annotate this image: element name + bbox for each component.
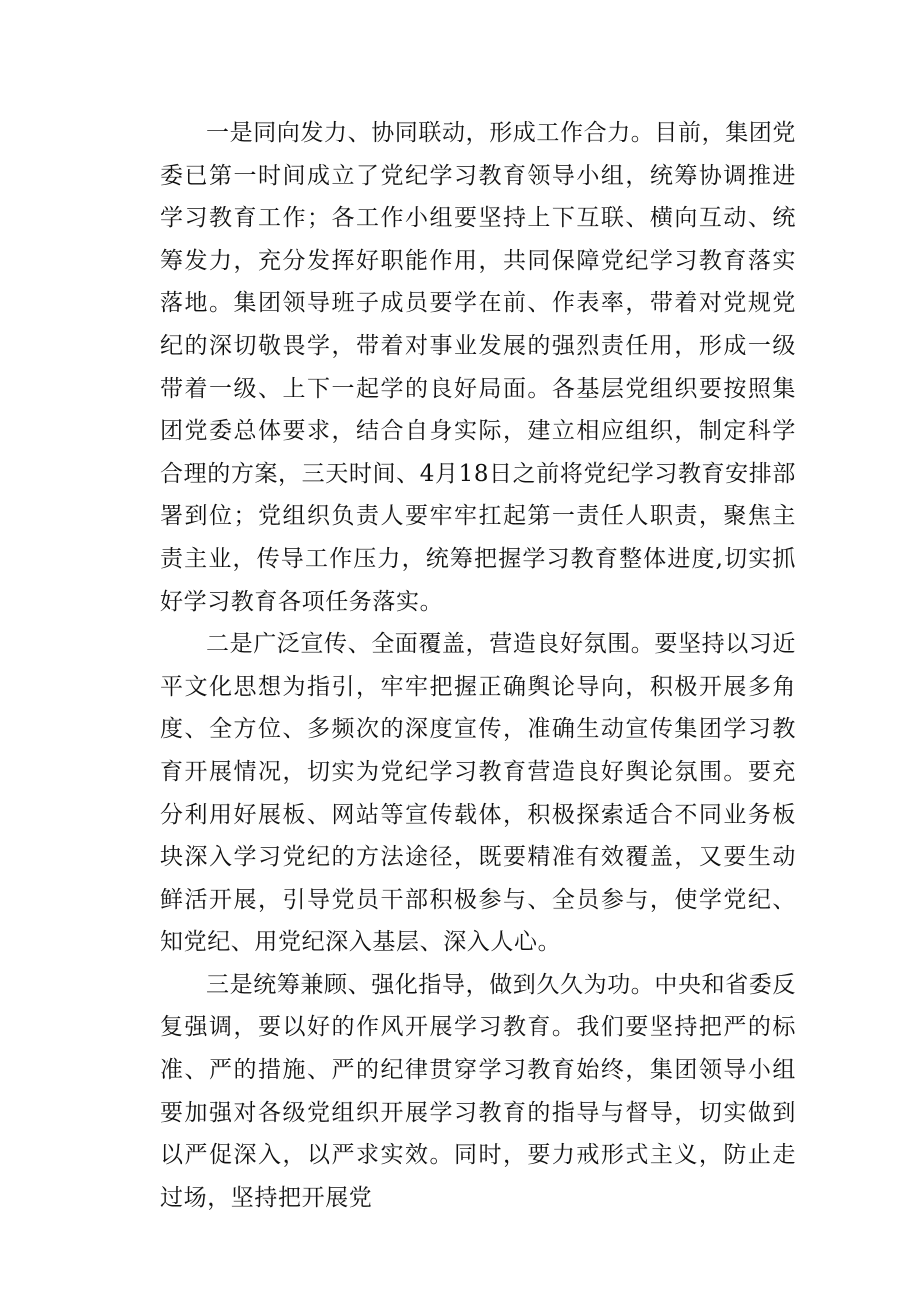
paragraph-2: 二是广泛宣传、全面覆盖，营造良好氛围。要坚持以习近平文化思想为指引，牢牢把握正确舆论导向，积极开展多角度、全方位、多频次的深度宣传，准确生动宣传集团学习教育开展情况，切实为党纪学习教育营造良好舆论氛围。要充分利用好展板、网站等宣传载体，积极探索适合不同业务板块深入学习党纪的方法途径，既要精准有效覆盖，又要生动鲜活开展，引导党员干部积极参与、全员参与，使学党纪、知党纪、用党纪深入基层、深入人心。 bbox=[160, 631, 796, 956]
document-body bbox=[160, 112, 796, 1219]
paragraph-3: 三是统筹兼顾、强化指导，做到久久为功。中央和省委反复强调，要以好的作风开展学习教育。我们要坚持把严的标准、严的措施、严的纪律贯穿学习教育始终，集团领导小组要加强对各级党组织开展学习教育的指导与督导，切实做到以严促深入，以严求实效。同时，要力戒形式主义，防止走过场，坚持把开展党 bbox=[160, 971, 796, 1211]
paragraph-1: 一是同向发力、协同联动，形成工作合力。目前，集团党委已第一时间成立了党纪学习教育领导小组，统筹协调推进学习教育工作；各工作小组要坚持上下互联、横向互动、统筹发力，充分发挥好职能作用，共同保障党纪学习教育落实落地。集团领导班子成员要学在前、作表率，带着对党规党纪的深切敬畏学，带着对事业发展的强烈责任用，形成一级带着一级、上下一起学的良好局面。各基层党组织要按照集团党委总体要求，结合自身实际，建立相应组织，制定科学合理的方案，三天时间、4月18日之前将党纪学习教育安排部署到位；党组织负责人要牢牢扛起第一责任人职责，聚焦主责主业，传导工作压力，统筹把握学习教育整体进度,切实抓好学习教育各项任务落实。 bbox=[160, 120, 796, 615]
